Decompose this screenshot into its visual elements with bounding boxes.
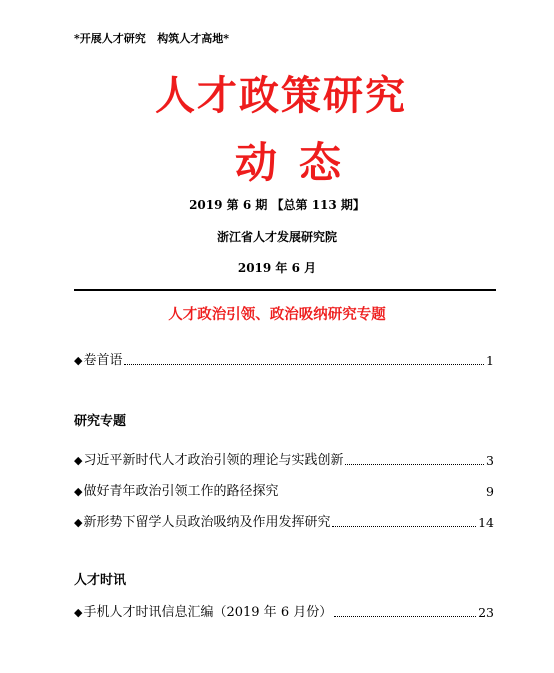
publication-title: 人才政策研究	[155, 72, 407, 119]
toc-entry-title: 习近平新时代人才政治引领的理论与实践创新	[83, 453, 344, 468]
toc-page-number: 1	[486, 353, 494, 368]
diamond-bullet-icon: ◆	[74, 516, 83, 529]
toc-dot-leader	[124, 364, 484, 365]
header-divider	[74, 289, 496, 291]
diamond-bullet-icon: ◆	[74, 606, 83, 619]
toc-dot-leader	[334, 616, 476, 617]
toc-entry-title: 做好青年政治引领工作的路径探究	[83, 484, 279, 499]
toc-entry-title: 新形势下留学人员政治吸纳及作用发挥研究	[83, 515, 331, 530]
toc-entry-intro[interactable]	[74, 351, 494, 369]
diamond-bullet-icon: ◆	[74, 454, 83, 467]
toc-page-number: 9	[486, 484, 494, 499]
toc-entry[interactable]	[74, 603, 494, 621]
organization-name: 浙江省人才发展研究院	[216, 230, 337, 244]
issue-number: 2019 第 6 期 【总第 113 期】	[189, 198, 365, 212]
special-topic-title: 人才政治引领、政治吸纳研究专题	[168, 306, 386, 323]
section-heading-news: 人才时讯	[74, 573, 127, 588]
section-heading-research: 研究专题	[74, 414, 127, 429]
toc-dot-leader	[332, 526, 476, 527]
toc-page-number: 3	[486, 453, 494, 468]
toc-page-number: 23	[478, 605, 494, 620]
toc-entry-title: 手机人才时讯信息汇编（2019 年 6 月份）	[83, 605, 333, 620]
toc-dot-leader	[345, 464, 484, 465]
toc-entry[interactable]	[74, 482, 494, 500]
toc-entry-title: 卷首语	[83, 353, 123, 368]
publication-subtitle: 动态	[234, 138, 363, 187]
toc-page-number: 14	[478, 515, 494, 530]
toc-entry[interactable]	[74, 451, 494, 469]
toc-dot-leader	[280, 495, 484, 496]
publication-date: 2019 年 6 月	[237, 261, 317, 275]
toc-entry[interactable]	[74, 513, 494, 531]
diamond-bullet-icon: ◆	[74, 485, 83, 498]
diamond-bullet-icon: ◆	[74, 354, 83, 367]
header-slogan: *开展人才研究 构筑人才高地*	[74, 32, 229, 45]
